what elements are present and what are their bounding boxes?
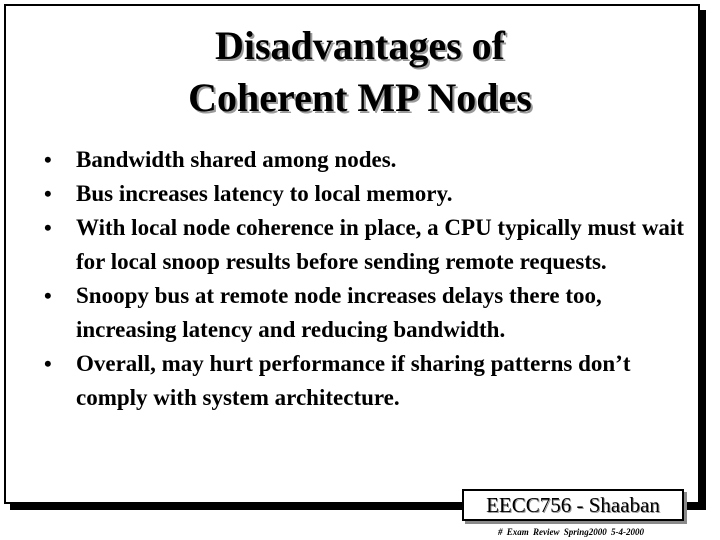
slide-title: [0, 20, 720, 124]
bullet-text: With local node coherence in place, a CPU typically must wait for local snoop results before sending remote requests.: [76, 215, 684, 274]
bullet-text: Bandwidth shared among nodes.: [76, 147, 397, 172]
bullet-list: [44, 143, 694, 415]
bullet-icon: •: [44, 181, 52, 206]
bullet-item: [44, 347, 694, 415]
bullet-item: [44, 177, 694, 211]
bullet-text: Snoopy bus at remote node increases delays there too, increasing latency and reducing bandwidth.: [76, 283, 602, 342]
footer-note: # Exam Review Spring2000 5-4-2000: [498, 527, 645, 537]
title-line-2: Coherent MP Nodes: [188, 75, 532, 120]
course-footer-text: EECC756 - Shaaban: [486, 493, 660, 517]
bullet-item: [44, 279, 694, 347]
course-footer-badge: [462, 489, 684, 521]
bullet-item: [44, 143, 694, 177]
bullet-item: [44, 211, 694, 279]
title-line-1: Disadvantages of: [214, 23, 506, 68]
bullet-text: Overall, may hurt performance if sharing patterns don’t comply with system architecture.: [76, 351, 631, 410]
bullet-icon: •: [44, 147, 52, 172]
bullet-icon: •: [44, 283, 52, 308]
bullet-text: Bus increases latency to local memory.: [76, 181, 453, 206]
bullet-icon: •: [44, 215, 52, 240]
bullet-icon: •: [44, 351, 52, 376]
